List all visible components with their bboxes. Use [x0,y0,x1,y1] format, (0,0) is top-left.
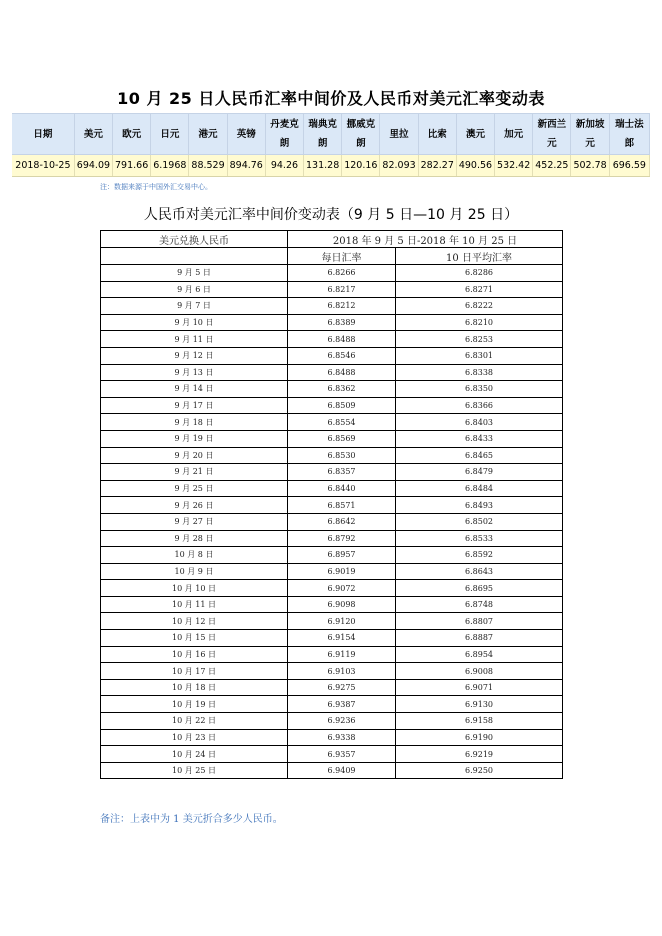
date-cell: 9 月 11 日 [101,331,288,348]
table-row [101,630,563,647]
daily-rate-cell: 6.8530 [288,447,396,464]
average-rate-header: 10 日平均汇率 [396,248,563,265]
date-cell: 9 月 5 日 [101,265,288,282]
date-cell: 10 月 8 日 [101,547,288,564]
daily-rate-cell: 6.9103 [288,663,396,680]
table-row [101,679,563,696]
table-row [101,364,563,381]
rates-header-cell: 新加坡 元 [571,114,609,155]
date-cell: 9 月 18 日 [101,414,288,431]
daily-rate-cell: 6.9098 [288,596,396,613]
table-row [101,381,563,398]
average-rate-cell: 6.8253 [396,331,563,348]
section-title: 人民币对美元汇率中间价变动表（9 月 5 日—10 月 25 日） [143,207,519,223]
rates-cell: 894.76 [227,155,265,177]
remark-note: 备注：上表中为 1 美元折合多少人民币。 [100,814,283,825]
table-row [101,414,563,431]
daily-rate-cell: 6.9409 [288,762,396,779]
average-rate-cell: 6.9008 [396,663,563,680]
average-rate-cell: 6.8222 [396,298,563,315]
daily-rate-cell: 6.8488 [288,331,396,348]
daily-rate-cell: 6.9387 [288,696,396,713]
daily-rate-cell: 6.8212 [288,298,396,315]
daily-rate-cell: 6.8357 [288,464,396,481]
table-row [101,696,563,713]
date-cell: 10 月 16 日 [101,646,288,663]
date-cell: 9 月 14 日 [101,381,288,398]
rates-header-cell: 比索 [418,114,456,155]
daily-rate-cell: 6.9236 [288,713,396,730]
rates-header-cell: 新西兰 元 [533,114,571,155]
table-row [101,580,563,597]
page-title: 10 月 25 日人民币汇率中间价及人民币对美元汇率变动表 [117,89,545,108]
rates-header-cell: 瑞典克 朗 [304,114,342,155]
average-rate-cell: 6.9250 [396,762,563,779]
daily-rate-cell: 6.8571 [288,497,396,514]
average-rate-cell: 6.8271 [396,281,563,298]
period-header: 2018 年 9 月 5 日-2018 年 10 月 25 日 [288,231,563,248]
daily-rate-cell: 6.8554 [288,414,396,431]
daily-rate-cell: 6.8642 [288,513,396,530]
rates-header-cell: 日元 [151,114,189,155]
date-cell: 10 月 18 日 [101,679,288,696]
date-cell: 9 月 7 日 [101,298,288,315]
date-cell: 9 月 25 日 [101,480,288,497]
average-rate-cell: 6.8887 [396,630,563,647]
daily-rate-cell: 6.8957 [288,547,396,564]
average-rate-cell: 6.9219 [396,746,563,763]
exchange-rate-table [12,113,650,177]
rates-cell: 282.27 [418,155,456,177]
table-row [101,762,563,779]
rates-header-cell: 里拉 [380,114,418,155]
daily-rate-cell: 6.9357 [288,746,396,763]
rates-header-row [12,114,650,155]
daily-rate-cell: 6.8792 [288,530,396,547]
table-row [101,430,563,447]
daily-rate-cell: 6.8509 [288,397,396,414]
average-rate-cell: 6.8592 [396,547,563,564]
date-cell: 10 月 23 日 [101,729,288,746]
rates-cell: 696.59 [609,155,649,177]
table-row [101,265,563,282]
rates-header-cell: 挪威克 朗 [342,114,380,155]
daily-rate-cell: 6.9154 [288,630,396,647]
date-cell: 9 月 19 日 [101,430,288,447]
daily-rate-cell: 6.8389 [288,314,396,331]
daily-rate-cell: 6.9275 [288,679,396,696]
table-row [101,331,563,348]
date-cell: 9 月 13 日 [101,364,288,381]
daily-rate-cell: 6.8440 [288,480,396,497]
date-cell: 9 月 10 日 [101,314,288,331]
date-cell: 9 月 12 日 [101,347,288,364]
average-rate-cell: 6.9071 [396,679,563,696]
table-row [101,480,563,497]
source-note: 注：数据来源于中国外汇交易中心。 [100,183,212,191]
daily-rate-cell: 6.8362 [288,381,396,398]
average-rate-cell: 6.8484 [396,480,563,497]
rates-cell: 791.66 [113,155,151,177]
history-subheader-row [101,248,563,265]
table-row [101,397,563,414]
table-row [101,298,563,315]
rates-header-cell: 澳元 [456,114,494,155]
date-cell: 9 月 27 日 [101,513,288,530]
average-rate-cell: 6.8366 [396,397,563,414]
table-row [101,646,563,663]
date-cell: 10 月 19 日 [101,696,288,713]
average-rate-cell: 6.8338 [396,364,563,381]
rates-header-cell: 日期 [12,114,74,155]
average-rate-cell: 6.8403 [396,414,563,431]
rates-cell: 502.78 [571,155,609,177]
blank-header-cell [101,248,288,265]
average-rate-cell: 6.9190 [396,729,563,746]
date-cell: 9 月 21 日 [101,464,288,481]
date-cell: 10 月 24 日 [101,746,288,763]
average-rate-cell: 6.8479 [396,464,563,481]
rates-data-row [12,155,650,177]
average-rate-cell: 6.8748 [396,596,563,613]
date-cell: 10 月 22 日 [101,713,288,730]
average-rate-cell: 6.8433 [396,430,563,447]
date-cell: 10 月 25 日 [101,762,288,779]
table-row [101,547,563,564]
rates-cell: 490.56 [456,155,494,177]
average-rate-cell: 6.8533 [396,530,563,547]
rates-cell: 94.26 [265,155,303,177]
date-cell: 10 月 17 日 [101,663,288,680]
daily-rate-cell: 6.8266 [288,265,396,282]
rates-header-cell: 丹麦克 朗 [265,114,303,155]
average-rate-cell: 6.8502 [396,513,563,530]
date-cell: 9 月 26 日 [101,497,288,514]
rates-header-cell: 美元 [74,114,112,155]
table-row [101,613,563,630]
average-rate-cell: 6.9158 [396,713,563,730]
rates-header-cell: 港元 [189,114,227,155]
rates-cell: 82.093 [380,155,418,177]
table-row [101,347,563,364]
date-cell: 9 月 28 日 [101,530,288,547]
table-row [101,596,563,613]
date-cell: 9 月 6 日 [101,281,288,298]
daily-rate-cell: 6.8217 [288,281,396,298]
daily-rate-header: 每日汇率 [288,248,396,265]
table-row [101,713,563,730]
date-cell: 10 月 11 日 [101,596,288,613]
daily-rate-cell: 6.9019 [288,563,396,580]
corner-header: 美元兑换人民币 [101,231,288,248]
average-rate-cell: 6.8465 [396,447,563,464]
rates-cell: 120.16 [342,155,380,177]
history-header-row [101,231,563,248]
average-rate-cell: 6.8210 [396,314,563,331]
table-row [101,563,563,580]
rates-header-cell: 欧元 [113,114,151,155]
rates-cell: 452.25 [533,155,571,177]
rates-header-cell: 瑞士法 郎 [609,114,649,155]
average-rate-cell: 6.8286 [396,265,563,282]
date-cell: 10 月 15 日 [101,630,288,647]
table-row [101,513,563,530]
rates-cell: 2018-10-25 [12,155,74,177]
average-rate-cell: 6.9130 [396,696,563,713]
daily-rate-cell: 6.9119 [288,646,396,663]
rates-cell: 694.09 [74,155,112,177]
table-row [101,663,563,680]
table-row [101,447,563,464]
usd-cny-history-table [100,230,563,779]
daily-rate-cell: 6.8488 [288,364,396,381]
daily-rate-cell: 6.9072 [288,580,396,597]
average-rate-cell: 6.8493 [396,497,563,514]
average-rate-cell: 6.8643 [396,563,563,580]
daily-rate-cell: 6.9338 [288,729,396,746]
rates-header-cell: 加元 [495,114,533,155]
date-cell: 9 月 17 日 [101,397,288,414]
date-cell: 10 月 9 日 [101,563,288,580]
rates-cell: 88.529 [189,155,227,177]
table-row [101,314,563,331]
daily-rate-cell: 6.9120 [288,613,396,630]
daily-rate-cell: 6.8569 [288,430,396,447]
table-row [101,729,563,746]
table-row [101,464,563,481]
date-cell: 10 月 10 日 [101,580,288,597]
rates-cell: 131.28 [304,155,342,177]
average-rate-cell: 6.8695 [396,580,563,597]
date-cell: 9 月 20 日 [101,447,288,464]
rates-cell: 6.1968 [151,155,189,177]
average-rate-cell: 6.8807 [396,613,563,630]
average-rate-cell: 6.8350 [396,381,563,398]
daily-rate-cell: 6.8546 [288,347,396,364]
average-rate-cell: 6.8954 [396,646,563,663]
table-row [101,497,563,514]
average-rate-cell: 6.8301 [396,347,563,364]
table-row [101,530,563,547]
date-cell: 10 月 12 日 [101,613,288,630]
table-row [101,746,563,763]
rates-header-cell: 英镑 [227,114,265,155]
table-row [101,281,563,298]
rates-cell: 532.42 [495,155,533,177]
